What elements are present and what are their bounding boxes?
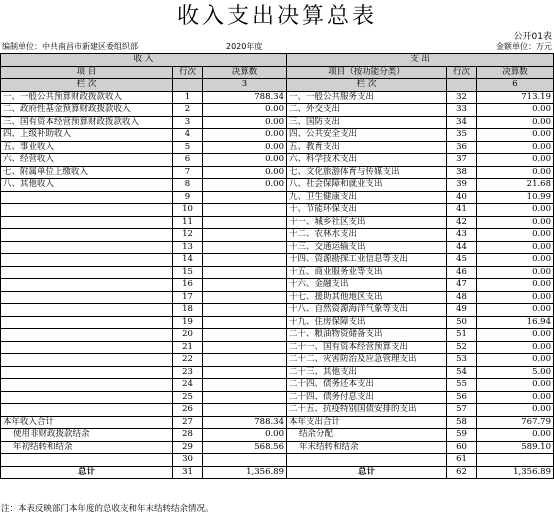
table-row — [1, 316, 554, 329]
expense-item-cell: 本年支出合计 — [287, 416, 447, 429]
expense-amount-cell: 0.00 — [477, 204, 554, 217]
expense-rowno-cell: 35 — [447, 129, 477, 142]
income-rowno-cell: 8 — [173, 179, 203, 192]
income-amount-cell — [203, 391, 287, 404]
expense-amount-cell: 0.00 — [477, 166, 554, 179]
expense-item-cell: 二十四、债务付息支出 — [287, 391, 447, 404]
expense-amount-cell: 0.00 — [477, 154, 554, 167]
income-rowno-cell: 9 — [173, 191, 203, 204]
expense-amount-cell: 10.99 — [477, 191, 554, 204]
expense-amount-cell: 16.94 — [477, 316, 554, 329]
income-total-label: 总计 — [1, 466, 173, 479]
expense-amount-cell: 0.00 — [477, 341, 554, 354]
expense-item-cell: 十八、自然资源海洋气象等支出 — [287, 304, 447, 317]
expense-rowno-cell: 53 — [447, 354, 477, 367]
income-item-cell — [1, 316, 173, 329]
expense-rowno-cell: 50 — [447, 316, 477, 329]
expense-amount-cell: 0.00 — [477, 229, 554, 242]
expense-rowno-cell: 57 — [447, 404, 477, 417]
year-label: 2020年度 — [226, 42, 263, 51]
income-rowno-cell: 22 — [173, 354, 203, 367]
table-row — [1, 229, 554, 242]
income-rowno-cell: 19 — [173, 316, 203, 329]
income-amount-cell: 0.00 — [203, 129, 287, 142]
expense-item-cell: 二十三、其他支出 — [287, 366, 447, 379]
income-rowno-cell: 20 — [173, 329, 203, 342]
income-item-cell: 六、经营收入 — [1, 154, 173, 167]
income-item-header: 项 目 — [1, 66, 173, 79]
expense-amount-cell: 0.00 — [477, 116, 554, 129]
income-item-cell — [1, 454, 173, 467]
income-amount-cell — [203, 191, 287, 204]
income-rowno-cell: 26 — [173, 404, 203, 417]
expense-rowno-cell: 41 — [447, 204, 477, 217]
expense-rowno-cell: 44 — [447, 241, 477, 254]
expense-item-cell: 十一、城乡社区支出 — [287, 216, 447, 229]
income-amount-cell: 0.00 — [203, 141, 287, 154]
income-rowno-cell: 1 — [173, 91, 203, 104]
expense-item-cell: 五、教育支出 — [287, 141, 447, 154]
income-amount-cell — [203, 341, 287, 354]
expense-rowno-cell: 39 — [447, 179, 477, 192]
income-rowno-cell: 12 — [173, 229, 203, 242]
expense-rowno-cell: 60 — [447, 441, 477, 454]
income-amount-cell — [203, 229, 287, 242]
expense-amount-cell — [477, 454, 554, 467]
income-rowno-cell: 28 — [173, 429, 203, 442]
table-row — [1, 341, 554, 354]
expense-rowno-cell: 59 — [447, 429, 477, 442]
income-item-cell: 年初结转和结余 — [1, 441, 173, 454]
expense-amount-cell: 767.79 — [477, 416, 554, 429]
expense-rowno-cell: 46 — [447, 266, 477, 279]
income-rowno-cell: 2 — [173, 104, 203, 117]
income-rowno-cell: 17 — [173, 291, 203, 304]
expense-item-cell: 二十五、抗疫特别国债安排的支出 — [287, 404, 447, 417]
expense-amount-cell: 21.68 — [477, 179, 554, 192]
table-row — [1, 166, 554, 179]
income-amount-header: 决算数 — [203, 66, 287, 79]
income-item-cell: 使用非财政拨款结余 — [1, 429, 173, 442]
expense-rowno-cell: 52 — [447, 341, 477, 354]
income-item-cell — [1, 279, 173, 292]
expense-rowno-cell: 33 — [447, 104, 477, 117]
header-row-section — [1, 54, 554, 67]
expense-amount-header: 决算数 — [477, 66, 554, 79]
expense-amount-cell: 0.00 — [477, 304, 554, 317]
income-item-cell — [1, 366, 173, 379]
income-rowno-cell: 23 — [173, 366, 203, 379]
expense-rowno-cell: 51 — [447, 329, 477, 342]
expense-amount-cell: 0.00 — [477, 329, 554, 342]
expense-total-rowno: 62 — [447, 466, 477, 479]
expense-item-cell: 二十四、债务还本支出 — [287, 379, 447, 392]
income-amount-cell: 0.00 — [203, 116, 287, 129]
expense-rowno-cell: 47 — [447, 279, 477, 292]
table-row — [1, 104, 554, 117]
income-amount-cell — [203, 204, 287, 217]
income-amount-cell: 0.00 — [203, 166, 287, 179]
expense-item-cell: 九、卫生健康支出 — [287, 191, 447, 204]
income-amount-cell — [203, 379, 287, 392]
income-item-cell: 五、事业收入 — [1, 141, 173, 154]
income-rowno-cell: 4 — [173, 129, 203, 142]
expense-amount-cell: 0.00 — [477, 216, 554, 229]
income-rowno-cell: 14 — [173, 254, 203, 267]
table-row — [1, 266, 554, 279]
income-amount-cell: 0.00 — [203, 179, 287, 192]
income-item-cell: 四、上级补助收入 — [1, 129, 173, 142]
income-amount-cell — [203, 316, 287, 329]
expense-item-cell: 二十、粮油物资储备支出 — [287, 329, 447, 342]
meta-row — [0, 41, 554, 52]
expense-item-cell: 二、外交支出 — [287, 104, 447, 117]
table-row — [1, 329, 554, 342]
income-item-cell: 一、一般公共预算财政拨款收入 — [1, 91, 173, 104]
income-amount-cell: 788.34 — [203, 91, 287, 104]
expense-amount-cell: 0.00 — [477, 279, 554, 292]
table-row — [1, 404, 554, 417]
unit-label: 编制单位：中共南昌市新建区委组织部 — [2, 42, 138, 51]
expense-rowno-cell: 49 — [447, 304, 477, 317]
expense-amount-cell: 0.00 — [477, 104, 554, 117]
table-row — [1, 416, 554, 429]
income-item-cell — [1, 379, 173, 392]
income-rowno-cell: 30 — [173, 454, 203, 467]
income-item-cell — [1, 354, 173, 367]
income-rowno-cell: 7 — [173, 166, 203, 179]
expense-col-number: 6 — [477, 79, 554, 92]
income-item-cell: 三、国有资本经营预算财政拨款收入 — [1, 116, 173, 129]
expense-rowno-header: 行次 — [447, 66, 477, 79]
expense-item-cell: 十六、金融支出 — [287, 279, 447, 292]
expense-item-cell: 七、文化旅游体育与传媒支出 — [287, 166, 447, 179]
table-row — [1, 129, 554, 142]
income-item-cell — [1, 229, 173, 242]
income-rowno-cell: 18 — [173, 304, 203, 317]
income-item-cell: 八、其他收入 — [1, 179, 173, 192]
table-row — [1, 354, 554, 367]
income-rowno-header: 行次 — [173, 66, 203, 79]
income-amount-cell — [203, 279, 287, 292]
table-row — [1, 141, 554, 154]
income-col-number: 3 — [203, 79, 287, 92]
income-rowno-cell: 16 — [173, 279, 203, 292]
income-rowno-cell: 29 — [173, 441, 203, 454]
expense-item-cell: 十五、商业服务业等支出 — [287, 266, 447, 279]
income-item-cell: 本年收入合计 — [1, 416, 173, 429]
income-rowno-cell: 10 — [173, 204, 203, 217]
table-row — [1, 216, 554, 229]
table-row — [1, 304, 554, 317]
income-item-cell — [1, 216, 173, 229]
expense-item-cell: 十四、资源勘探工业信息等支出 — [287, 254, 447, 267]
table-row — [1, 379, 554, 392]
expense-rowno-cell: 48 — [447, 291, 477, 304]
income-amount-cell: 788.34 — [203, 416, 287, 429]
income-rowno-cell: 21 — [173, 341, 203, 354]
expense-item-cell: 一、一般公共服务支出 — [287, 91, 447, 104]
expense-amount-cell: 0.00 — [477, 266, 554, 279]
income-item-cell — [1, 391, 173, 404]
expense-amount-cell: 0.00 — [477, 391, 554, 404]
expense-item-cell: 三、国防支出 — [287, 116, 447, 129]
expense-item-cell: 十三、交通运输支出 — [287, 241, 447, 254]
header-row-column-numbers — [1, 79, 554, 92]
expense-rowno-cell: 36 — [447, 141, 477, 154]
page-title: 收入支出决算总表 — [176, 4, 377, 29]
expense-section-header: 支 出 — [287, 54, 554, 67]
income-rowno-cell: 11 — [173, 216, 203, 229]
table-row — [1, 291, 554, 304]
expense-item-cell: 十九、住房保障支出 — [287, 316, 447, 329]
income-rowno-cell: 27 — [173, 416, 203, 429]
expense-amount-cell: 589.10 — [477, 441, 554, 454]
expense-rowno-cell: 34 — [447, 116, 477, 129]
expense-rowno-cell: 32 — [447, 91, 477, 104]
expense-rowno-cell: 56 — [447, 391, 477, 404]
expense-item-cell: 二十一、国有资本经营预算支出 — [287, 341, 447, 354]
total-row — [1, 466, 554, 479]
expense-col-empty — [447, 79, 477, 92]
form-code: 公开01表 — [513, 32, 552, 42]
income-col-empty — [173, 79, 203, 92]
table-row — [1, 91, 554, 104]
expense-amount-cell: 0.00 — [477, 141, 554, 154]
expense-item-header: 项目（按功能分类） — [287, 66, 447, 79]
income-amount-cell — [203, 354, 287, 367]
income-col-label: 栏 次 — [1, 79, 173, 92]
table-row — [1, 204, 554, 217]
expense-item-cell: 四、公共安全支出 — [287, 129, 447, 142]
expense-amount-cell: 0.00 — [477, 241, 554, 254]
table-row — [1, 191, 554, 204]
table-row — [1, 391, 554, 404]
expense-rowno-cell: 42 — [447, 216, 477, 229]
income-rowno-cell: 15 — [173, 266, 203, 279]
expense-rowno-cell: 45 — [447, 254, 477, 267]
expense-amount-cell: 0.00 — [477, 404, 554, 417]
income-item-cell — [1, 241, 173, 254]
income-item-cell — [1, 191, 173, 204]
table-row — [1, 429, 554, 442]
expense-amount-cell: 0.00 — [477, 254, 554, 267]
table-row — [1, 279, 554, 292]
table-row — [1, 254, 554, 267]
expense-item-cell: 十二、农林水支出 — [287, 229, 447, 242]
expense-amount-cell: 0.00 — [477, 429, 554, 442]
income-amount-cell: 0.00 — [203, 429, 287, 442]
expense-amount-cell: 5.00 — [477, 366, 554, 379]
income-item-cell — [1, 304, 173, 317]
expense-rowno-cell: 43 — [447, 229, 477, 242]
expense-total-amount: 1,356.89 — [477, 466, 554, 479]
income-rowno-cell: 13 — [173, 241, 203, 254]
income-item-cell — [1, 341, 173, 354]
expense-item-cell: 十、节能环保支出 — [287, 204, 447, 217]
expense-amount-cell: 713.19 — [477, 91, 554, 104]
expense-total-label: 总计 — [287, 466, 447, 479]
income-total-amount: 1,356.89 — [203, 466, 287, 479]
income-rowno-cell: 6 — [173, 154, 203, 167]
expense-amount-cell: 0.00 — [477, 129, 554, 142]
expense-item-cell: 结余分配 — [287, 429, 447, 442]
expense-col-label: 栏 次 — [287, 79, 447, 92]
income-item-cell — [1, 291, 173, 304]
expense-rowno-cell: 61 — [447, 454, 477, 467]
expense-rowno-cell: 54 — [447, 366, 477, 379]
income-amount-cell — [203, 241, 287, 254]
expense-rowno-cell: 37 — [447, 154, 477, 167]
table-row — [1, 179, 554, 192]
income-item-cell — [1, 254, 173, 267]
expense-rowno-cell: 55 — [447, 379, 477, 392]
expense-item-cell: 二十二、灾害防治及应急管理支出 — [287, 354, 447, 367]
income-amount-cell: 0.00 — [203, 154, 287, 167]
income-rowno-cell: 3 — [173, 116, 203, 129]
expense-item-cell: 六、科学技术支出 — [287, 154, 447, 167]
income-section-header: 收 入 — [1, 54, 287, 67]
table-row — [1, 154, 554, 167]
income-amount-cell — [203, 404, 287, 417]
income-item-cell: 二、政府性基金预算财政拨款收入 — [1, 104, 173, 117]
table-row — [1, 441, 554, 454]
table-row — [1, 241, 554, 254]
table-row — [1, 366, 554, 379]
expense-amount-cell: 0.00 — [477, 379, 554, 392]
expense-item-cell — [287, 454, 447, 467]
income-item-cell — [1, 404, 173, 417]
income-amount-cell — [203, 291, 287, 304]
summary-table — [0, 53, 554, 479]
expense-amount-cell: 0.00 — [477, 354, 554, 367]
income-item-cell: 七、附属单位上缴收入 — [1, 166, 173, 179]
income-item-cell — [1, 204, 173, 217]
expense-rowno-cell: 58 — [447, 416, 477, 429]
income-amount-cell — [203, 329, 287, 342]
expense-item-cell: 年末结转和结余 — [287, 441, 447, 454]
income-rowno-cell: 25 — [173, 391, 203, 404]
income-rowno-cell: 24 — [173, 379, 203, 392]
expense-rowno-cell: 38 — [447, 166, 477, 179]
amount-unit-label: 金额单位：万元 — [496, 42, 552, 51]
expense-amount-cell: 0.00 — [477, 291, 554, 304]
income-amount-cell — [203, 304, 287, 317]
table-row — [1, 116, 554, 129]
income-amount-cell — [203, 216, 287, 229]
income-item-cell — [1, 266, 173, 279]
income-total-rowno: 31 — [173, 466, 203, 479]
expense-rowno-cell: 40 — [447, 191, 477, 204]
income-amount-cell: 0.00 — [203, 104, 287, 117]
income-amount-cell — [203, 454, 287, 467]
footnote: 注：本表反映部门本年度的总收支和年末结转结余情况。 — [1, 504, 214, 514]
income-rowno-cell: 5 — [173, 141, 203, 154]
table-row — [1, 454, 554, 467]
income-amount-cell — [203, 254, 287, 267]
header-row-columns — [1, 66, 554, 79]
income-item-cell — [1, 329, 173, 342]
income-amount-cell — [203, 266, 287, 279]
income-amount-cell: 568.56 — [203, 441, 287, 454]
income-amount-cell — [203, 366, 287, 379]
expense-item-cell: 十七、援助其他地区支出 — [287, 291, 447, 304]
expense-item-cell: 八、社会保障和就业支出 — [287, 179, 447, 192]
